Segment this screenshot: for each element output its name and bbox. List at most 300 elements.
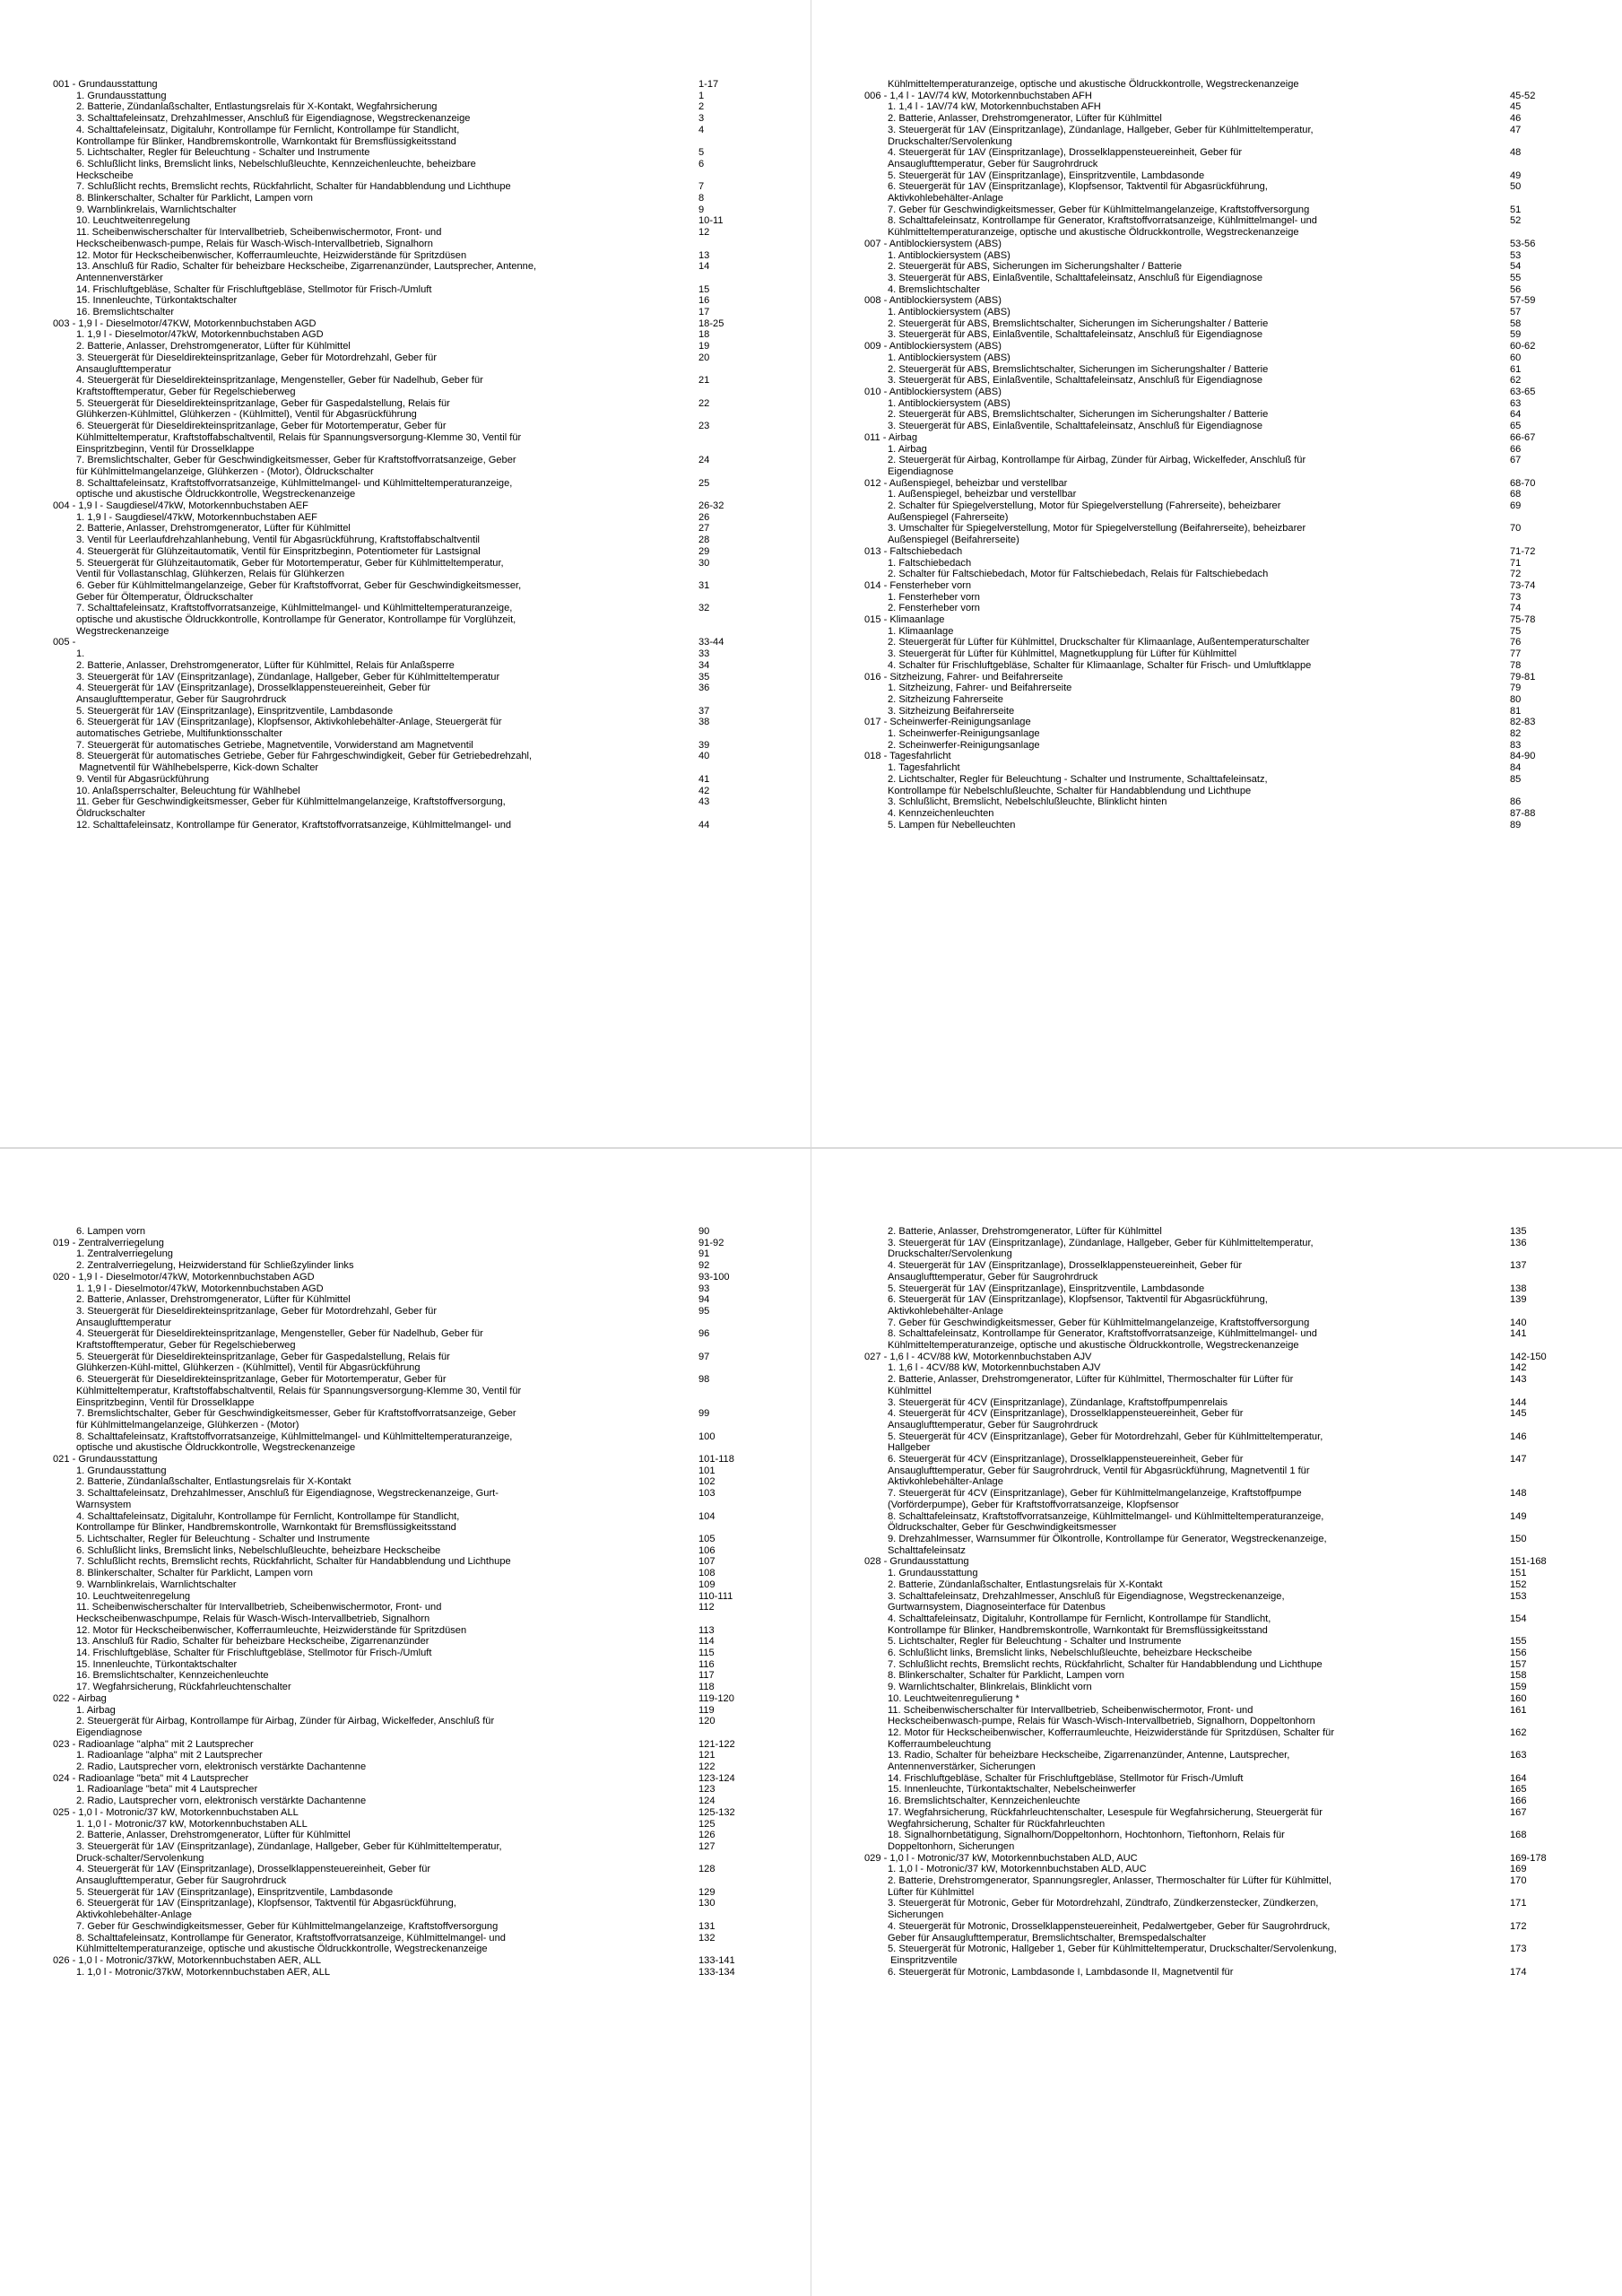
toc-page-number: 101 <box>698 1465 716 1476</box>
toc-subentry <box>53 717 761 739</box>
toc-entry-title: 4. Schalttafeleinsatz, Digitaluhr, Kontrollampe für Fernlicht, Kontrollampe für Standlicht, Kontrollampe für Blinker, Handbremskontrolle, Warnkontakt für Bremsflüssigkeitsstand <box>76 124 460 147</box>
toc-entry-title: 1. Antiblockiersystem (ABS) <box>888 397 1010 409</box>
toc-subentry <box>864 1238 1573 1260</box>
toc-section-heading <box>864 717 1573 728</box>
toc-page-number: 138 <box>1510 1283 1527 1294</box>
toc-subentry <box>864 523 1573 545</box>
toc-page-number: 18-25 <box>698 317 724 329</box>
toc-page-number: 50 <box>1510 181 1522 193</box>
toc-page-number: 163 <box>1510 1750 1527 1761</box>
toc-page-number: 35 <box>698 671 710 683</box>
toc-subentry <box>53 193 761 204</box>
toc-subentry <box>53 558 761 580</box>
toc-page-number: 173 <box>1510 1944 1527 1955</box>
toc-subentry <box>864 1397 1573 1409</box>
toc-entry-title: 1. 1,9 l - Saugdiesel/47kW, Motorkennbuchstaben AEF <box>76 511 317 523</box>
toc-entry-title: 1. 1,6 l - 4CV/88 kW, Motorkennbuchstaben AJV <box>888 1362 1101 1374</box>
toc-page-number: 146 <box>1510 1431 1527 1442</box>
toc-subentry <box>53 1750 761 1761</box>
toc-page-number: 18 <box>698 329 710 341</box>
toc-page-number: 103 <box>698 1488 716 1500</box>
toc-entry-title: 16. Bremslichtschalter <box>76 307 175 318</box>
toc-subentry <box>864 683 1573 694</box>
toc-page-number: 128 <box>698 1864 716 1875</box>
toc-entry-title: 2. Zentralverriegelung, Heizwiderstand für Schließzylinder links <box>76 1260 354 1272</box>
toc-subentry <box>864 728 1573 740</box>
document-page-3 <box>0 1149 811 2296</box>
toc-subentry <box>53 1591 761 1603</box>
toc-entry-title: 12. Schalttafeleinsatz, Kontrollampe für Generator, Kraftstoffvorratsanzeige, Kühlmittelmangel- und <box>76 819 512 831</box>
toc-page-number: 119 <box>698 1704 715 1716</box>
toc-entry-title: 1. Scheinwerfer-Reinigungsanlage <box>888 728 1040 740</box>
toc-subentry <box>53 1352 761 1374</box>
toc-page-number: 76 <box>1510 637 1522 648</box>
toc-page-number: 137 <box>1510 1260 1527 1272</box>
toc-subentry <box>53 329 761 341</box>
toc-page-number: 96 <box>698 1328 710 1340</box>
toc-subentry <box>53 1887 761 1899</box>
toc-subentry <box>53 1283 761 1295</box>
toc-entry-title: 007 - Antiblockiersystem (ABS) <box>864 238 1002 249</box>
toc-page-number: 32 <box>698 603 710 614</box>
toc-entry-title: 021 - Grundausstattung <box>53 1454 158 1465</box>
toc-subentry <box>864 1534 1573 1556</box>
toc-page-number: 60-62 <box>1510 341 1536 352</box>
toc-subentry <box>864 626 1573 638</box>
toc-page-number: 121-122 <box>698 1738 735 1750</box>
toc-page-number: 54 <box>1510 261 1522 273</box>
toc-page-number: 91 <box>698 1248 710 1260</box>
toc-list <box>864 1226 1573 1978</box>
toc-subentry <box>53 1659 761 1671</box>
toc-page-number: 13 <box>698 249 710 261</box>
toc-list <box>53 1226 761 1978</box>
toc-entry-title: 2. Batterie, Anlasser, Drehstromgenerator, Lüfter für Kühlmittel <box>888 1226 1162 1237</box>
toc-page-number: 57 <box>1510 307 1522 318</box>
toc-entry-title: 2. Batterie, Anlasser, Drehstromgenerator, Lüfter für Kühlmittel <box>76 1830 351 1841</box>
toc-page-number: 164 <box>1510 1772 1527 1784</box>
toc-subentry <box>53 1921 761 1933</box>
toc-subentry <box>864 398 1573 410</box>
toc-entry-title: 1. Grundausstattung <box>76 90 167 101</box>
toc-entry-title: 6. Lampen vorn <box>76 1226 146 1237</box>
toc-entry-title: 11. Scheibenwischerschalter für Intervallbetrieb, Scheibenwischermotor, Front- und Heckscheibenwasch-pumpe, Relais für Wasch-Wisch-Intervallbetrieb, Signalhorn <box>76 227 442 249</box>
toc-subentry <box>864 1374 1573 1396</box>
toc-subentry <box>53 91 761 102</box>
toc-entry-title: 11. Geber für Geschwindigkeitsmesser, Geber für Kühlmittelmangelanzeige, Kraftstoffversorgung, Öldruckschalter <box>76 796 506 819</box>
toc-entry-title: 2. Batterie, Anlasser, Drehstromgenerator, Lüfter für Kühlmittel <box>76 523 351 535</box>
toc-subentry <box>864 364 1573 376</box>
toc-section-heading <box>864 751 1573 762</box>
toc-entry-title: 012 - Außenspiegel, beheizbar und verstellbar <box>864 477 1068 489</box>
toc-entry-title: 10. Leuchtweitenregelung <box>76 1590 191 1602</box>
toc-page-number: 39 <box>698 739 710 751</box>
toc-page-number: 81 <box>1510 705 1522 717</box>
toc-section-heading <box>864 546 1573 558</box>
toc-entry-title: 5. Lichtschalter, Regler für Beleuchtung - Schalter und Instrumente <box>76 147 370 159</box>
toc-entry-title: 8. Schalttafeleinsatz, Kraftstoffvorratsanzeige, Kühlmittelmangel- und Kühlmitteltemperaturanzeige, optische und akustische Öldruckkontrolle, Wegstreckenanzeige <box>76 1431 513 1454</box>
toc-section-heading <box>864 432 1573 444</box>
toc-entry-title: 6. Schlußlicht links, Bremslicht links, Nebelschlußleuchte, Kennzeichenleuchte, beheizbare Heckscheibe <box>76 158 476 181</box>
toc-page-number: 93-100 <box>698 1271 730 1283</box>
toc-subentry <box>864 273 1573 284</box>
toc-section-heading <box>53 637 761 648</box>
toc-page-number: 123-124 <box>698 1772 735 1784</box>
toc-entry-title: 10. Anlaßsperrschalter, Beleuchtung für Wählhebel <box>76 785 300 796</box>
toc-entry-title: 003 - 1,9 l - Dieselmotor/47KW, Motorkennbuchstaben AGD <box>53 317 317 329</box>
toc-subentry <box>864 1727 1573 1750</box>
toc-page-number: 29 <box>698 545 710 557</box>
toc-page-number: 82 <box>1510 728 1522 740</box>
toc-entry-title: 6. Steuergerät für Dieseldirekteinspritzanlage, Geber für Motortemperatur, Geber für Kühlmitteltemperatur, Kraftstoffabschaltventil, Relais für Spannungsversorgung-Klemme 30, Ventil für Einspritzbeginn, Ventil für Drosselklappe <box>76 1374 522 1408</box>
toc-subentry <box>53 648 761 660</box>
toc-page-number: 57-59 <box>1510 295 1536 307</box>
toc-entry-title: 001 - Grundausstattung <box>53 79 158 90</box>
toc-page-number: 42 <box>698 785 710 796</box>
toc-subentry <box>53 1579 761 1591</box>
toc-entry-title: 4. Steuergerät für Motronic, Drosselklappensteuereinheit, Pedalwertgeber, Geber für Saugrohrdruck, Geber für Ansauglufttemperatur, Bremslichtschalter, Bremspedalschalter <box>888 1920 1331 1944</box>
toc-subentry <box>53 125 761 147</box>
toc-page-number: 17 <box>698 307 710 318</box>
toc-page-number: 165 <box>1510 1784 1527 1796</box>
toc-page-number: 33 <box>698 648 710 660</box>
toc-entry-title: 9. Warnlichtschalter, Blinkrelais, Blinklicht vorn <box>888 1682 1092 1693</box>
toc-subentry <box>864 125 1573 147</box>
toc-page-number: 15 <box>698 283 710 295</box>
toc-subentry <box>864 101 1573 113</box>
toc-page-number: 26 <box>698 511 710 523</box>
toc-subentry <box>53 1670 761 1682</box>
toc-subentry <box>864 261 1573 273</box>
toc-entry-title: 026 - 1,0 l - Motronic/37kW, Motorkennbuchstaben AER, ALL <box>53 1955 322 1966</box>
toc-page-number: 63-65 <box>1510 386 1536 397</box>
toc-entry-title: 1. Airbag <box>888 443 927 455</box>
toc-page-number: 71-72 <box>1510 545 1536 557</box>
toc-subentry <box>53 1534 761 1545</box>
toc-page-number: 172 <box>1510 1920 1527 1932</box>
toc-section-heading <box>864 672 1573 683</box>
toc-subentry <box>53 512 761 524</box>
toc-page-number: 142 <box>1510 1362 1527 1374</box>
toc-page-number: 101-118 <box>698 1454 734 1465</box>
toc-page-number: 145 <box>1510 1408 1527 1420</box>
toc-page-number: 112 <box>698 1602 715 1613</box>
toc-page-number: 125-132 <box>698 1806 735 1818</box>
toc-entry-title: 016 - Sitzheizung, Fahrer- und Beifahrerseite <box>864 671 1063 683</box>
toc-entry-title: 3. Steuergerät für ABS, Einlaßventile, Schalttafeleinsatz, Anschluß für Eigendiagnose <box>888 421 1263 432</box>
toc-subentry <box>864 1830 1573 1852</box>
toc-section-heading <box>864 341 1573 352</box>
toc-page-number: 108 <box>698 1568 716 1579</box>
toc-subentry <box>53 1830 761 1841</box>
toc-entry-title: 2. Lichtschalter, Regler für Beleuchtung - Schalter und Instrumente, Schalttafeleinsatz, Kontrollampe für Nebelschlußleuchte, Schalter für Handabblendung und Lichthupe <box>888 773 1268 796</box>
toc-entry-title: 7. Schlußlicht rechts, Bremslicht rechts, Rückfahrlicht, Schalter für Handabblendung und Lichthupe <box>76 1556 511 1568</box>
toc-subentry <box>864 1750 1573 1772</box>
toc-page-number: 169-178 <box>1510 1852 1547 1864</box>
toc-subentry <box>864 1568 1573 1579</box>
toc-page-number: 30 <box>698 557 710 569</box>
toc-entry-title: 3. Steuergerät für 1AV (Einspritzanlage), Zündanlage, Hallgeber, Geber für Kühlmitteltemperatur <box>76 671 500 683</box>
toc-entry-title: 8. Schalttafeleinsatz, Kontrollampe für Generator, Kraftstoffvorratsanzeige, Kühlmittelmangel- und Kühlmitteltemperaturanzeige, optische und akustische Öldruckkontrolle, Wegstreckenanzeige <box>888 1328 1317 1352</box>
toc-entry-title: 1. 1,4 l - 1AV/74 kW, Motorkennbuchstaben AFH <box>888 101 1101 113</box>
toc-entry-title: 2. Schalter für Faltschiebedach, Motor für Faltschiebedach, Relais für Faltschiebedach <box>888 569 1269 580</box>
toc-subentry <box>864 1636 1573 1648</box>
toc-page-number: 144 <box>1510 1396 1527 1408</box>
toc-entry-title: 3. Sitzheizung Beifahrerseite <box>888 705 1015 717</box>
toc-entry-title: 1. Grundausstattung <box>76 1465 167 1476</box>
toc-page-number: 131 <box>698 1920 716 1932</box>
toc-entry-title: 1. Airbag <box>76 1704 116 1716</box>
toc-entry-title: 1. Grundausstattung <box>888 1568 978 1579</box>
toc-subentry <box>53 1568 761 1579</box>
toc-subentry <box>864 170 1573 182</box>
toc-subentry <box>53 159 761 181</box>
toc-entry-title: 024 - Radioanlage "beta" mit 4 Lautsprecher <box>53 1772 249 1784</box>
toc-entry-title: 3. Schalttafeleinsatz, Drehzahlmesser, Anschluß für Eigendiagnose, Wegstreckenanzeige <box>76 113 471 125</box>
toc-subentry <box>864 1670 1573 1682</box>
toc-subentry <box>53 398 761 421</box>
toc-entry-title: 2. Steuergerät für ABS, Bremslichtschalter, Sicherungen im Sicherungshalter / Batterie <box>888 317 1269 329</box>
toc-page-number: 59 <box>1510 329 1522 341</box>
toc-subentry <box>864 1796 1573 1807</box>
toc-entry-title: 3. Steuergerät für ABS, Einlaßventile, Schalttafeleinsatz, Anschluß für Eigendiagnose <box>888 329 1263 341</box>
toc-subentry <box>53 1648 761 1659</box>
toc-page-number: 100 <box>698 1431 716 1442</box>
toc-entry-title: 14. Frischluftgebläse, Schalter für Frischluftgebläse, Stellmotor für Frisch-/Umluft <box>76 1648 432 1659</box>
toc-subentry <box>864 181 1573 204</box>
toc-page-number: 139 <box>1510 1294 1527 1306</box>
toc-section-heading <box>864 614 1573 626</box>
toc-entry-title: 7. Steuergerät für automatisches Getriebe, Magnetventile, Vorwiderstand am Magnetventil <box>76 739 473 751</box>
toc-page-number: 4 <box>698 124 705 135</box>
toc-entry-title: 17. Wegfahrsicherung, Rückfahrleuchtenschalter, Lesespule für Wegfahrsicherung, Steuergerät für Wegfahrsicherung, Schalter für Rückfahrleuchten <box>888 1806 1323 1830</box>
toc-page-number: 91-92 <box>698 1237 724 1248</box>
toc-entry-title: 16. Bremslichtschalter, Kennzeichenleuchte <box>76 1670 269 1682</box>
toc-page-number: 37 <box>698 705 710 717</box>
toc-entry-title: 11. Scheibenwischerschalter für Intervallbetrieb, Scheibenwischermotor, Front- und Heckscheibenwaschpumpe, Relais für Wasch-Wisch-Intervallbetrieb, Signalhorn <box>76 1602 442 1624</box>
toc-entry-title: 5. Steuergerät für 1AV (Einspritzanlage), Einspritzventile, Lambdasonde <box>76 1886 394 1898</box>
toc-page-number: 84-90 <box>1510 751 1536 762</box>
toc-page-number: 156 <box>1510 1648 1527 1659</box>
toc-page-number: 105 <box>698 1533 716 1544</box>
toc-subentry <box>53 1226 761 1238</box>
toc-entry-title: 5. Lampen für Nebelleuchten <box>888 819 1016 831</box>
toc-entry-title: 023 - Radioanlage "alpha" mit 2 Lautsprecher <box>53 1738 254 1750</box>
toc-entry-title: 025 - 1,0 l - Motronic/37 kW, Motorkennbuchstaben ALL <box>53 1806 299 1818</box>
toc-entry-title: 18. Signalhornbetätigung, Signalhorn/Doppeltonhorn, Hochtonhorn, Tieftonhorn, Relais für Doppeltonhorn, Sicherungen <box>888 1830 1285 1852</box>
toc-page-number: 56 <box>1510 283 1522 295</box>
toc-subentry <box>864 250 1573 262</box>
toc-entry-title: 14. Frischluftgebläse, Schalter für Frischluftgebläse, Stellmotor für Frisch-/Umluft <box>76 283 432 295</box>
document-page-4 <box>811 1149 1622 2296</box>
toc-entry-title: 5. Steuergerät für 1AV (Einspritzanlage), Einspritzventile, Lambdasonde <box>888 170 1205 181</box>
toc-entry-title: 7. Bremslichtschalter, Geber für Geschwindigkeitsmesser, Geber für Kraftstoffvorratsanzeige, Geber für Kühlmittelmangelanzeige, Glühkerzen - (Motor), Öldruckschalter <box>76 455 516 477</box>
toc-entry-title: 4. Steuergerät für Dieseldirekteinspritzanlage, Mengensteller, Geber für Nadelhub, Geber für Kraftstofftemperatur, Geber für Regelschieberweg <box>76 375 483 397</box>
toc-page-number: 38 <box>698 717 710 728</box>
toc-subentry <box>864 1659 1573 1671</box>
toc-entry-title: Kühlmitteltemperaturanzeige, optische und akustische Öldruckkontrolle, Wegstreckenanzeige <box>888 79 1299 90</box>
toc-entry-title: 004 - 1,9 l - Saugdiesel/47kW, Motorkennbuchstaben AEF <box>53 500 308 512</box>
toc-entry-title: 2. Batterie, Zündanlaßschalter, Entlastungsrelais für X-Kontakt <box>76 1476 351 1488</box>
toc-entry-title: 6. Schlußlicht links, Bremslicht links, Nebelschlußleuchte, beheizbare Heckscheibe <box>888 1648 1253 1659</box>
toc-section-heading <box>53 1454 761 1465</box>
toc-entry-title: 009 - Antiblockiersystem (ABS) <box>864 341 1002 352</box>
toc-subentry <box>864 1784 1573 1796</box>
toc-page-number: 109 <box>698 1578 716 1590</box>
toc-subentry <box>864 820 1573 831</box>
toc-subentry <box>864 1693 1573 1705</box>
toc-subentry <box>53 683 761 705</box>
toc-subentry <box>53 147 761 159</box>
toc-entry-title: 4. Schalttafeleinsatz, Digitaluhr, Kontrollampe für Fernlicht, Kontrollampe für Standlicht, Kontrollampe für Blinker, Handbremskontrolle, Warnkontakt für Bremsflüssigkeitsstand <box>76 1510 460 1534</box>
toc-entry-title: 1. <box>76 648 85 660</box>
toc-subentry <box>53 1408 761 1431</box>
toc-entry-title: 2. Steuergerät für Airbag, Kontrollampe für Airbag, Zünder für Airbag, Wickelfeder, Anschluß für Eigendiagnose <box>76 1716 495 1738</box>
toc-section-heading <box>53 1955 761 1967</box>
toc-entry-title: 7. Schlußlicht rechts, Bremslicht rechts, Rückfahrlicht, Schalter für Handabblendung und Lichthupe <box>76 181 511 193</box>
toc-subentry <box>864 1613 1573 1636</box>
toc-entry-title: 1. Außenspiegel, beheizbar und verstellbar <box>888 489 1077 500</box>
toc-page-number: 78 <box>1510 659 1522 671</box>
toc-entry-title: 5. Steuergerät für 4CV (Einspritzanlage), Geber für Motordrehzahl, Geber für Kühlmitteltemperatur, Hallgeber <box>888 1431 1323 1454</box>
toc-entry-title: 5. Steuergerät für Dieseldirekteinspritzanlage, Geber für Gaspedalstellung, Relais für Glühkerzen-Kühlmittel, Glühkerzen - (Kühlmittel), Ventil für Abgasrückführung <box>76 397 450 421</box>
toc-subentry <box>864 455 1573 477</box>
toc-subentry <box>864 1898 1573 1920</box>
toc-page-number: 34 <box>698 659 710 671</box>
toc-entry-title: 020 - 1,9 l - Dieselmotor/47kW, Motorkennbuchstaben AGD <box>53 1271 315 1283</box>
toc-entry-title: 008 - Antiblockiersystem (ABS) <box>864 295 1002 307</box>
toc-subentry <box>53 1465 761 1477</box>
toc-entry-title: 7. Steuergerät für 4CV (Einspritzanlage), Geber für Kühlmittelmangelanzeige, Kraftstoffpumpe (Vorförderpumpe), Geber für Kraftstoffvorratsanzeige, Klopfsensor <box>888 1488 1302 1510</box>
toc-subentry <box>53 375 761 397</box>
toc-page-number: 52 <box>1510 215 1522 227</box>
toc-section-heading <box>53 1272 761 1283</box>
toc-subentry <box>864 740 1573 752</box>
toc-page-number: 1-17 <box>698 79 719 90</box>
toc-subentry <box>53 660 761 672</box>
toc-subentry <box>864 1318 1573 1329</box>
toc-subentry <box>53 1898 761 1920</box>
toc-subentry <box>53 1602 761 1624</box>
toc-page-number: 73 <box>1510 591 1522 603</box>
toc-page-number: 24 <box>698 455 710 466</box>
toc-page-number: 45 <box>1510 101 1522 113</box>
toc-subentry <box>53 181 761 193</box>
toc-subentry <box>864 558 1573 570</box>
toc-subentry <box>53 1796 761 1807</box>
toc-subentry <box>864 500 1573 523</box>
toc-subentry <box>864 1226 1573 1238</box>
toc-entry-title: 8. Schalttafeleinsatz, Kontrollampe für Generator, Kraftstoffvorratsanzeige, Kühlmittelmangel- und Kühlmitteltemperaturanzeige, optische und akustische Öldruckkontrolle, Wegstreckenanzeige <box>888 215 1317 239</box>
toc-subentry <box>864 1875 1573 1898</box>
toc-entry-title: 5. Steuergerät für Dieseldirekteinspritzanlage, Geber für Gaspedalstellung, Relais für Glühkerzen-Kühl-mittel, Glühkerzen - (Kühlmittel), Ventil für Abgasrückführung <box>76 1351 450 1374</box>
toc-entry-title: 12. Motor für Heckscheibenwischer, Kofferraumleuchte, Heizwiderstände für Spritzdüsen, Schalter für Kofferraumbeleuchtung <box>888 1726 1335 1750</box>
toc-page-number: 63 <box>1510 397 1522 409</box>
toc-page-number: 46 <box>1510 113 1522 125</box>
toc-subentry <box>864 284 1573 296</box>
toc-entry-title: 3. Steuergerät für ABS, Einlaßventile, Schalttafeleinsatz, Anschluß für Eigendiagnose <box>888 375 1263 387</box>
toc-page-number: 140 <box>1510 1317 1527 1328</box>
toc-subentry <box>864 79 1573 91</box>
toc-subentry <box>53 352 761 375</box>
toc-subentry <box>53 1682 761 1693</box>
toc-page-number: 19 <box>698 341 710 352</box>
toc-entry-title: 9. Warnblinkrelais, Warnlichtschalter <box>76 1578 237 1590</box>
toc-section-heading <box>864 1556 1573 1568</box>
toc-subentry <box>864 318 1573 330</box>
toc-entry-title: 5. Steuergerät für 1AV (Einspritzanlage), Einspritzventile, Lambdasonde <box>76 705 394 717</box>
toc-entry-title: 15. Innenleuchte, Türkontaktschalter <box>76 1658 238 1670</box>
toc-entry-title: 1. 1,0 l - Motronic/37 kW, Motorkennbuchstaben ALL <box>76 1818 308 1830</box>
toc-page-number: 27 <box>698 523 710 535</box>
toc-page-number: 58 <box>1510 317 1522 329</box>
toc-entry-title: 006 - 1,4 l - 1AV/74 kW, Motorkennbuchstaben AFH <box>864 90 1092 101</box>
toc-entry-title: 2. Batterie, Zündanlaßschalter, Entlastungsrelais für X-Kontakt, Wegfahrsicherung <box>76 101 438 113</box>
toc-subentry <box>53 672 761 683</box>
toc-entry-title: 1. Antiblockiersystem (ABS) <box>888 249 1010 261</box>
toc-page-number: 8 <box>698 193 705 204</box>
toc-page-number <box>1510 79 1573 91</box>
toc-page-number: 70 <box>1510 523 1522 535</box>
toc-page-number: 132 <box>698 1932 716 1944</box>
toc-page-number: 106 <box>698 1544 716 1556</box>
toc-subentry <box>53 1625 761 1637</box>
toc-entry-title: 9. Warnblinkrelais, Warnlichtschalter <box>76 204 237 215</box>
toc-subentry <box>53 580 761 603</box>
toc-subentry <box>864 489 1573 500</box>
toc-entry-title: 1. Faltschiebedach <box>888 557 972 569</box>
toc-entry-title: 3. Ventil für Leerlaufdrehzahlanhebung, Ventil für Abgasrückführung, Kraftstoffabschaltventil <box>76 535 480 546</box>
toc-subentry <box>53 1511 761 1534</box>
toc-entry-title: 1. Antiblockiersystem (ABS) <box>888 352 1010 363</box>
document-page-1 <box>0 0 811 1147</box>
toc-entry-title: 6. Steuergerät für 1AV (Einspritzanlage), Klopfsensor, Taktventil für Abgasrückführung, Aktivkohlebehälter-Anlage <box>888 181 1268 204</box>
toc-page-number: 155 <box>1510 1636 1527 1648</box>
toc-entry-title: 2. Steuergerät für ABS, Sicherungen im Sicherungshalter / Batterie <box>888 261 1183 273</box>
toc-entry-title: 1. 1,9 l - Dieselmotor/47kW, Motorkennbuchstaben AGD <box>76 329 324 341</box>
toc-subentry <box>864 796 1573 808</box>
toc-entry-title: 16. Bremslichtschalter, Kennzeichenleuchte <box>888 1796 1080 1807</box>
toc-page-number: 48 <box>1510 147 1522 159</box>
toc-page-number: 126 <box>698 1830 716 1841</box>
toc-page-number: 53-56 <box>1510 238 1536 249</box>
toc-page-number: 43 <box>698 796 710 808</box>
toc-page-number: 61 <box>1510 363 1522 375</box>
toc-page-number: 154 <box>1510 1613 1527 1624</box>
toc-entry-title: 015 - Klimaanlage <box>864 614 945 626</box>
toc-page-number: 55 <box>1510 272 1522 283</box>
toc-subentry <box>53 227 761 249</box>
toc-entry-title: 8. Schalttafeleinsatz, Kraftstoffvorratsanzeige, Kühlmittelmangel- und Kühlmitteltemperaturanzeige, optische und akustische Öldruckkontrolle, Wegstreckenanzeige <box>76 477 513 500</box>
toc-subentry <box>53 1328 761 1351</box>
toc-page-number: 74 <box>1510 603 1522 614</box>
toc-page-number: 114 <box>698 1636 715 1648</box>
toc-page-number: 20 <box>698 352 710 363</box>
toc-subentry <box>53 786 761 797</box>
toc-subentry <box>864 1591 1573 1613</box>
toc-entry-title: 3. Steuergerät für Dieseldirekteinspritzanlage, Geber für Motordrehzahl, Geber für Ansauglufttemperatur <box>76 1305 438 1328</box>
toc-page-number: 75-78 <box>1510 614 1536 626</box>
toc-page-number: 45-52 <box>1510 90 1536 101</box>
toc-subentry <box>864 1682 1573 1693</box>
toc-page-number: 107 <box>698 1556 716 1568</box>
toc-subentry <box>53 1636 761 1648</box>
toc-subentry <box>53 546 761 558</box>
toc-entry-title: 4. Steuergerät für 1AV (Einspritzanlage), Drosselklappensteuereinheit, Geber für Ansauglufttemperatur, Geber für Saugrohrdruck <box>76 1864 431 1887</box>
toc-page-number: 25 <box>698 477 710 489</box>
toc-entry-title: 7. Geber für Geschwindigkeitsmesser, Geber für Kühlmittelmangelanzeige, Kraftstoffversorgung <box>888 204 1310 215</box>
toc-entry-title: 4. Steuergerät für 1AV (Einspritzanlage), Drosselklappensteuereinheit, Geber für Ansauglufttemperatur, Geber für Saugrohrdruck <box>76 683 431 705</box>
